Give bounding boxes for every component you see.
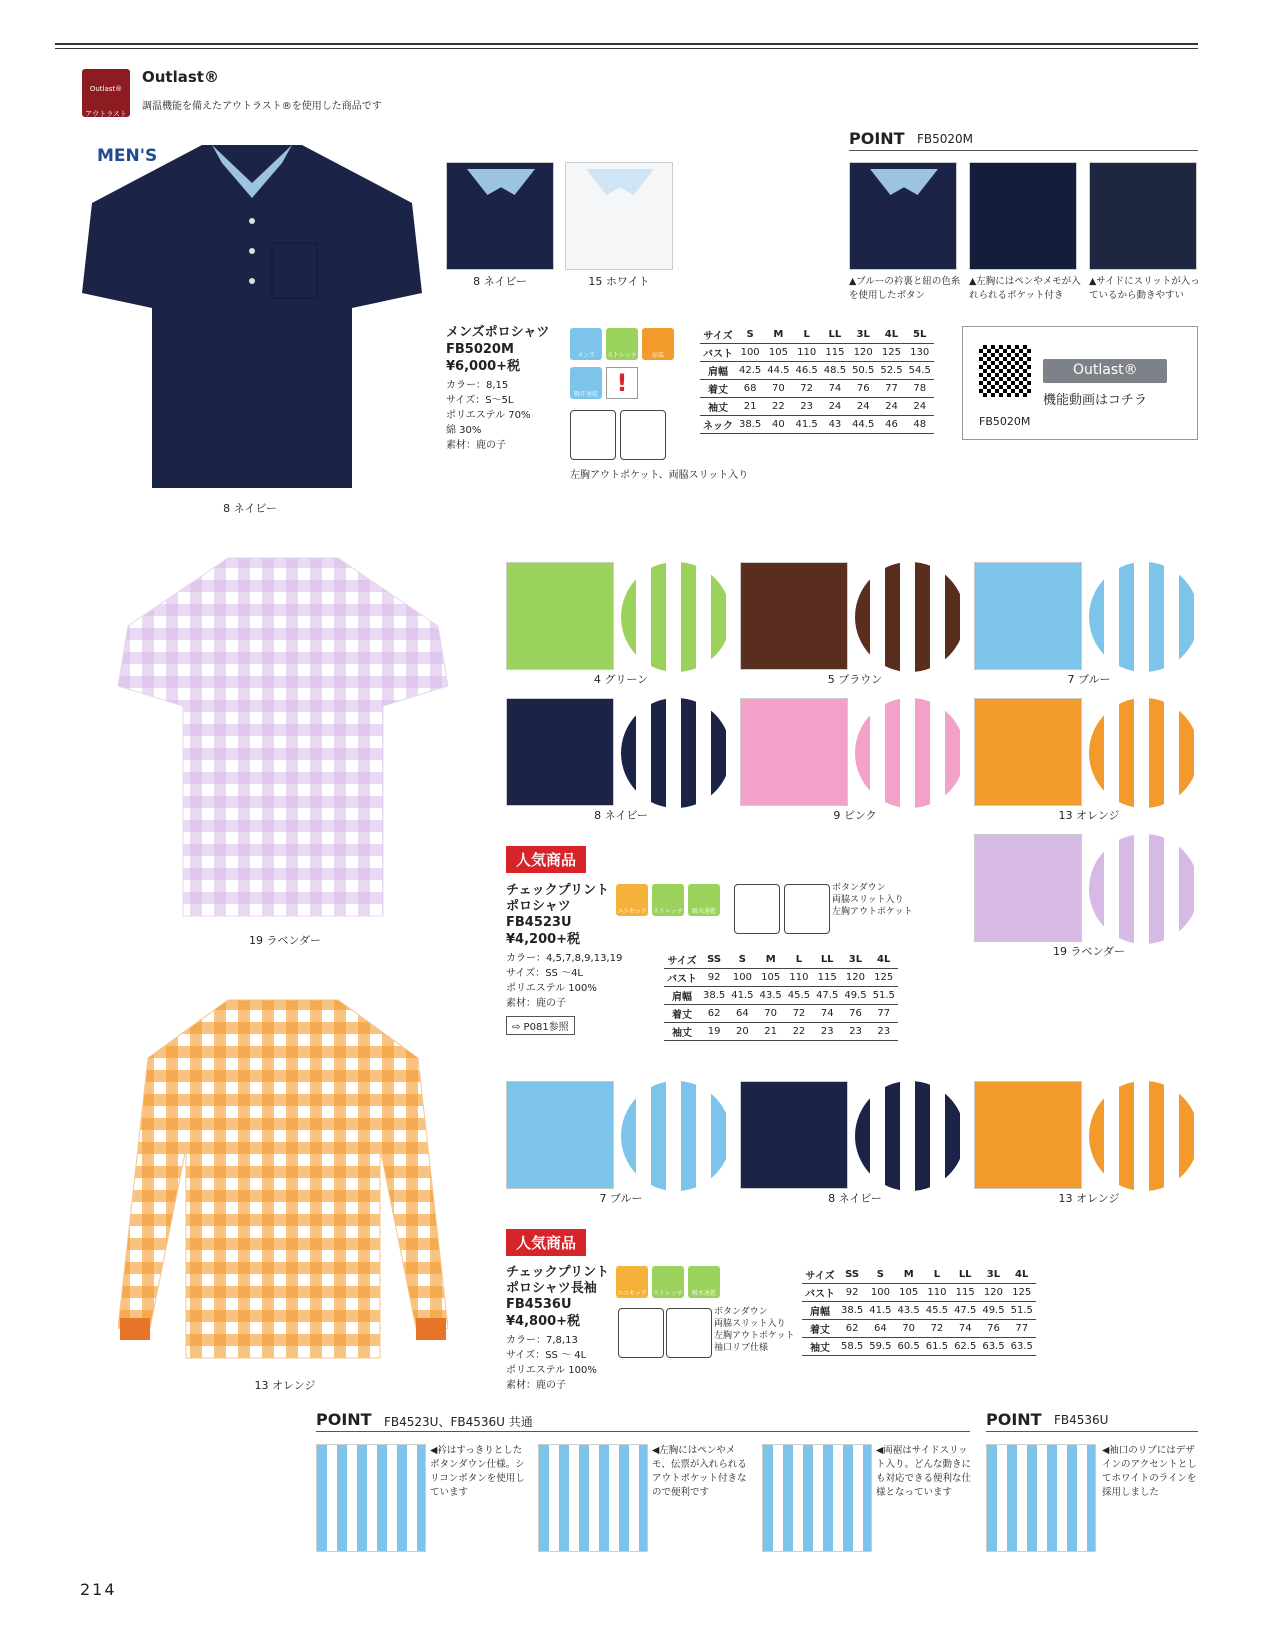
point-photo-slit <box>1089 162 1197 270</box>
top-rule-thin <box>55 48 1198 49</box>
detail-pocket-photo <box>538 1444 648 1552</box>
fb4536u-size-table: サイズ SS S M L LL 3L 4L バスト 92 100 105 110 115 120 125 肩幅 38.5 41.5 43.5 45.5 47.5 49.5 51.5 着丈 62 64 70 72 74 76 77 袖丈 58.5 59.5 60.5 61.5 62.5 63.5 63.5 <box>802 1266 1036 1356</box>
shirt-front-icon-2 <box>734 884 780 934</box>
bottom-point-title-2: POINT <box>986 1410 1042 1429</box>
point-rule <box>849 150 1198 151</box>
detail-text-3: ◀両裾はサイドスリット入り。どんな動きにも対応できる便利な仕様となっています <box>876 1445 972 1498</box>
color-thumb-orange <box>974 698 1082 806</box>
bottom-point-rule-1 <box>316 1431 970 1432</box>
point-title: POINT <box>849 129 905 148</box>
alert-icon: ! <box>606 367 638 399</box>
fb4523u-size-table: サイズ SS S M L LL 3L 4L バスト 92 100 105 110 115 120 125 肩幅 38.5 41.5 43.5 45.5 47.5 49.5 51.5 着丈 62 64 70 72 74 76 77 袖丈 19 20 21 22 23 23 23 <box>664 951 898 1041</box>
bottom-point-rule-2 <box>986 1431 1198 1432</box>
point-text-3: ▲サイドにスリットが入っているから動きやすい <box>1089 276 1200 301</box>
fb4523u-spec-1: サイズ：SS 〜4L <box>506 968 584 979</box>
quick-dry-icon: 吸水速乾 <box>688 884 720 916</box>
point-text-1: ▲ブルーの衿裏と紐の色糸を使用したボタン <box>849 276 961 301</box>
color-thumb-pink <box>740 698 848 806</box>
color-thumb-navy <box>506 698 614 806</box>
color-thumb-blue <box>974 562 1082 670</box>
stretch-icon-3: ストレッチ <box>652 1266 684 1298</box>
ls-thumb-blue <box>506 1081 614 1189</box>
ls-caption-navy: 8 ネイビー <box>828 1192 882 1205</box>
unisex-icon-2: ユニセックス <box>616 1266 648 1298</box>
fb4523u-code: FB4523U <box>506 915 572 930</box>
fb4523u-price: ¥4,200+税 <box>506 932 581 947</box>
color-thumb-green <box>506 562 614 670</box>
quick-dry-icon-2: 吸水速乾 <box>688 1266 720 1298</box>
caption-pink: 9 ピンク <box>833 809 877 822</box>
caption-green: 4 グリーン <box>593 673 649 686</box>
navy-polo-image <box>82 143 422 493</box>
fb4536u-name2: ポロシャツ長袖 <box>506 1281 597 1296</box>
ls-thumb-orange <box>974 1081 1082 1189</box>
detail-text-1: ◀衿はすっきりとしたボタンダウン仕様。シリコンボタンを使用しています <box>430 1445 525 1498</box>
fb4523u-spec-0: カラー：4,5,7,8,9,13,19 <box>506 953 623 964</box>
page-number: 214 <box>80 1580 117 1599</box>
fb4536u-spec-1: サイズ：SS 〜 4L <box>506 1350 587 1361</box>
caption-orange: 13 オレンジ <box>1058 809 1120 822</box>
fb5020m-size-table: サイズ S M L LL 3L 4L 5L バスト 100 105 110 115 120 125 130 肩幅 42.5 44.5 46.5 48.5 50.5 52.5 54.5 着丈 68 70 72 74 76 77 78 袖丈 21 22 23 24 24 24 24 ネック 38.5 40 41.5 43 44.5 46 48 <box>700 326 934 434</box>
sweat-dry-icon: 吸汗速乾 <box>570 367 602 399</box>
fb4536u-note-2: 左胸アウトポケット <box>714 1331 795 1341</box>
fb4523u-note-1: 両脇スリット入り <box>832 895 904 905</box>
top-rule <box>55 43 1198 45</box>
fb4536u-note-0: ボタンダウン <box>714 1307 768 1317</box>
ls-swatch-blue <box>621 1081 731 1191</box>
swatch-pink <box>855 698 965 808</box>
qr-code[interactable] <box>979 345 1031 397</box>
outlast-desc: 調温機能を備えたアウトラスト®を使用した商品です <box>142 101 382 112</box>
fb5020m-spec-4: 素材：鹿の子 <box>446 440 506 451</box>
swatch-lavender <box>1089 834 1199 944</box>
caption-lavender: 19 ラベンダー <box>1052 945 1126 958</box>
ls-caption-orange: 13 オレンジ <box>1058 1192 1120 1205</box>
unisex-icon: ユニセックス <box>616 884 648 916</box>
qr-code-label: FB5020M <box>979 415 1031 428</box>
qr-text: 機能動画はコチラ <box>1043 393 1148 408</box>
fb5020m-spec-3: 綿 30% <box>446 425 482 436</box>
shirt-back-icon <box>620 410 666 460</box>
orange-main-caption: 13 オレンジ <box>254 1379 316 1392</box>
ls-shirt-back-icon <box>666 1308 712 1358</box>
stretch-icon-2: ストレッチ <box>652 884 684 916</box>
fb5020m-price: ¥6,000+税 <box>446 359 521 374</box>
mens-icon: メンズ <box>570 328 602 360</box>
temperature-icon: 涼温 <box>642 328 674 360</box>
caption-brown: 5 ブラウン <box>827 673 883 686</box>
fb4536u-code: FB4536U <box>506 1297 572 1312</box>
popular-badge-2: 人気商品 <box>506 1229 586 1256</box>
orange-longsleeve-image <box>118 998 448 1363</box>
shirt-back-icon-2 <box>784 884 830 934</box>
fb4523u-note-0: ボタンダウン <box>832 883 886 893</box>
swatch-navy <box>621 698 731 808</box>
thumb-white <box>565 162 673 270</box>
outlast-logo: Outlast® <box>1043 359 1167 383</box>
lavender-main-caption: 19 ラベンダー <box>248 934 322 947</box>
point-photo-collar <box>849 162 957 270</box>
caption-blue: 7 ブルー <box>1067 673 1111 686</box>
ls-thumb-navy <box>740 1081 848 1189</box>
detail-text-4: ◀袖口のリブにはデザインのアクセントとしてホワイトのラインを採用しました <box>1102 1445 1197 1498</box>
swatch-green <box>621 562 731 672</box>
shirt-front-icon <box>570 410 616 460</box>
fb4523u-name1: チェックプリント <box>506 883 610 898</box>
fb4523u-spec-2: ポリエステル 100% <box>506 983 597 994</box>
fb5020m-spec-2: ポリエステル 70% <box>446 410 531 421</box>
popular-badge-1: 人気商品 <box>506 846 586 873</box>
fb4536u-note-1: 両脇スリット入り <box>714 1319 786 1329</box>
ls-caption-blue: 7 ブルー <box>599 1192 643 1205</box>
ls-swatch-orange <box>1089 1081 1199 1191</box>
color-thumb-brown <box>740 562 848 670</box>
fb4536u-spec-0: カラー：7,8,13 <box>506 1335 578 1346</box>
detail-slit-photo <box>762 1444 872 1552</box>
detail-text-2: ◀左胸にはペンやメモ、伝票が入れられるアウトポケット付きなので便利です <box>652 1445 747 1498</box>
color-thumb-lavender <box>974 834 1082 942</box>
bottom-point-code-1: FB4523U、FB4536U 共通 <box>384 1415 533 1429</box>
page-ref-link[interactable]: ⇨ P081参照 <box>506 1016 575 1035</box>
fb4536u-note-3: 袖口リブ仕様 <box>714 1343 769 1353</box>
point-code: FB5020M <box>917 132 974 146</box>
thumb-navy-caption: 8 ネイビー <box>473 275 527 288</box>
point-photo-pocket <box>969 162 1077 270</box>
mens-label: MEN'S <box>97 146 158 166</box>
fb5020m-name: メンズポロシャツ <box>446 325 550 340</box>
ls-swatch-navy <box>855 1081 965 1191</box>
fb4523u-spec-3: 素材：鹿の子 <box>506 998 566 1009</box>
fb5020m-spec-0: カラー：8,15 <box>446 380 509 391</box>
fb4523u-note-2: 左胸アウトポケット <box>832 907 913 917</box>
swatch-blue <box>1089 562 1199 672</box>
qr-box[interactable] <box>962 326 1198 440</box>
bottom-point-code-2: FB4536U <box>1054 1413 1109 1427</box>
fb5020m-spec-1: サイズ：S〜5L <box>446 395 514 406</box>
fb5020m-shape-note: 左胸アウトポケット、両脇スリット入り <box>570 470 749 481</box>
thumb-white-caption: 15 ホワイト <box>588 275 650 288</box>
detail-collar-photo <box>316 1444 426 1552</box>
lavender-polo-image <box>118 556 448 921</box>
outlast-title: Outlast® <box>142 68 219 86</box>
thumb-navy <box>446 162 554 270</box>
fb4523u-name2: ポロシャツ <box>506 899 571 914</box>
outlast-badge: Outlast® アウトラスト® <box>82 69 130 117</box>
fb4536u-name1: チェックプリント <box>506 1265 610 1280</box>
fb4536u-price: ¥4,800+税 <box>506 1314 581 1329</box>
stretch-icon: ストレッチ <box>606 328 638 360</box>
swatch-brown <box>855 562 965 672</box>
bottom-point-title-1: POINT <box>316 1410 372 1429</box>
swatch-orange <box>1089 698 1199 808</box>
navy-main-caption: 8 ネイビー <box>223 502 277 515</box>
point-text-2: ▲左胸にはペンやメモが入れられるポケット付き <box>969 276 1081 301</box>
fb4536u-spec-2: ポリエステル 100% <box>506 1365 597 1376</box>
fb5020m-code: FB5020M <box>446 342 514 357</box>
detail-cuff-photo <box>986 1444 1096 1552</box>
caption-navy: 8 ネイビー <box>594 809 648 822</box>
ls-shirt-front-icon <box>618 1308 664 1358</box>
fb4536u-spec-3: 素材：鹿の子 <box>506 1380 566 1391</box>
